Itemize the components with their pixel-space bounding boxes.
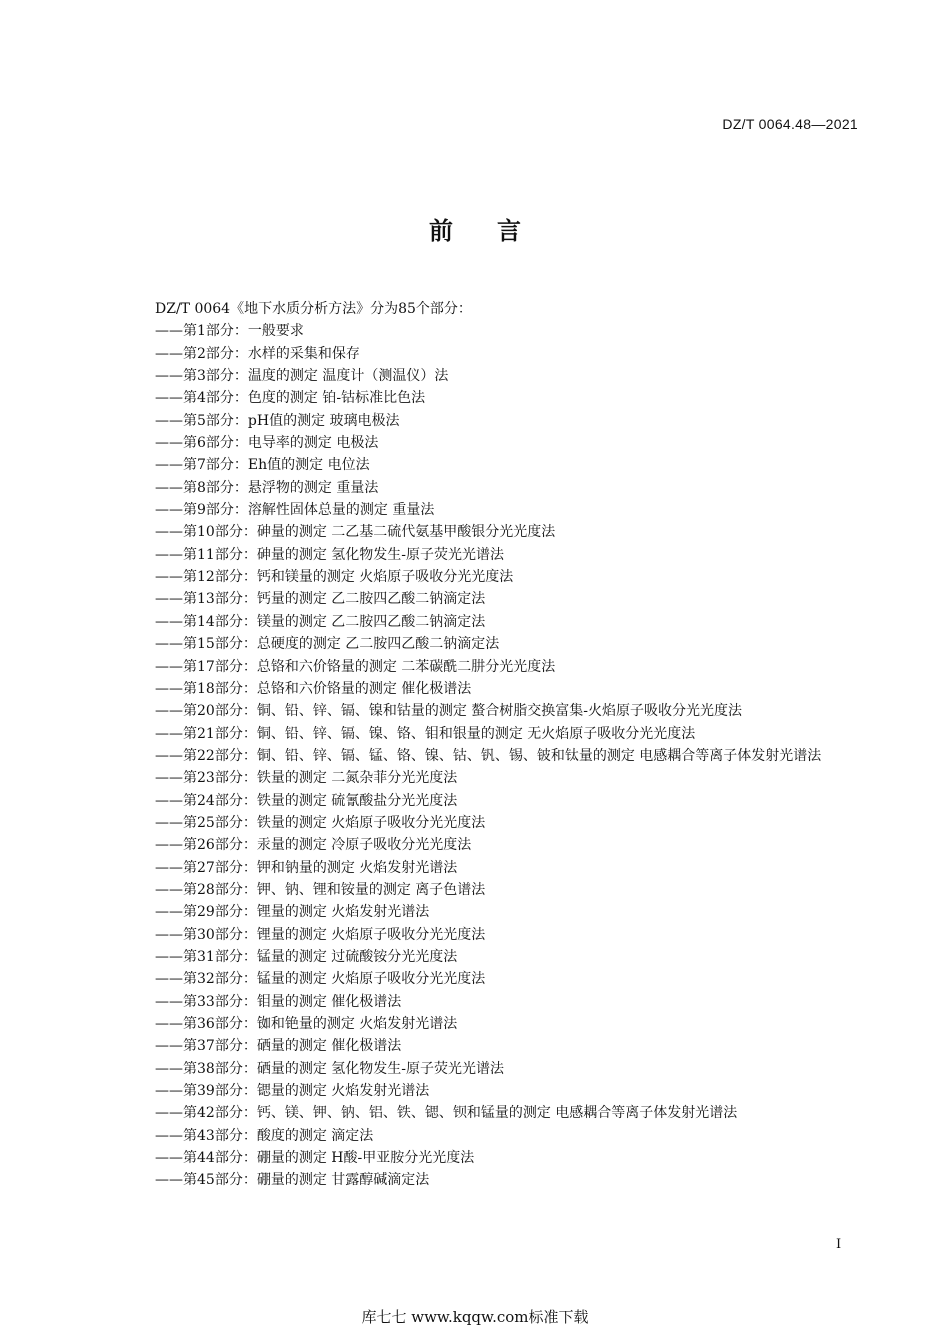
list-item: ——第33部分：钼量的测定 催化极谱法: [155, 993, 402, 1010]
list-item: ——第25部分：铁量的测定 火焰原子吸收分光光度法: [155, 814, 486, 831]
list-item: ——第44部分：硼量的测定 H酸-甲亚胺分光光度法: [155, 1150, 475, 1167]
list-item: ——第38部分：硒量的测定 氢化物发生-原子荧光光谱法: [155, 1060, 504, 1077]
list-item: ——第45部分：硼量的测定 甘露醇碱滴定法: [155, 1172, 430, 1189]
parts-list: [115, 320, 860, 1191]
list-item: ——第11部分：砷量的测定 氢化物发生-原子荧光光谱法: [155, 546, 504, 563]
list-item: ——第29部分：锂量的测定 火焰发射光谱法: [155, 904, 430, 921]
list-item: ——第24部分：铁量的测定 硫氰酸盐分光光度法: [155, 792, 458, 809]
list-item: ——第4部分：色度的测定 铂-钴标准比色法: [155, 390, 426, 407]
list-item: ——第28部分：钾、钠、锂和铵量的测定 离子色谱法: [155, 881, 486, 898]
footer-watermark-text: 库七七 www.kqqw.com标准下载: [361, 1308, 589, 1326]
list-item: ——第37部分：硒量的测定 催化极谱法: [155, 1038, 402, 1055]
list-item: ——第10部分：砷量的测定 二乙基二硫代氨基甲酸银分光光度法: [155, 524, 556, 541]
list-item: ——第15部分：总硬度的测定 乙二胺四乙酸二钠滴定法: [155, 636, 500, 653]
page-number: I: [836, 1237, 842, 1252]
list-item: ——第20部分：铜、铅、锌、镉、镍和钴量的测定 螯合树脂交换富集-火焰原子吸收分光光度法: [155, 703, 742, 720]
list-item: ——第9部分：溶解性固体总量的测定 重量法: [155, 502, 435, 519]
list-item: ——第2部分：水样的采集和保存: [155, 345, 360, 362]
list-item: ——第30部分：锂量的测定 火焰原子吸收分光光度法: [155, 926, 486, 943]
list-item: ——第32部分：锰量的测定 火焰原子吸收分光光度法: [155, 971, 486, 988]
list-item: ——第1部分：一般要求: [155, 323, 304, 340]
list-item: ——第3部分：温度的测定 温度计（测温仪）法: [155, 368, 449, 385]
list-item: ——第26部分：汞量的测定 冷原子吸收分光光度法: [155, 837, 472, 854]
list-item: ——第23部分：铁量的测定 二氮杂菲分光光度法: [155, 770, 458, 787]
list-item: ——第13部分：钙量的测定 乙二胺四乙酸二钠滴定法: [155, 591, 486, 608]
list-item: ——第21部分：铜、铅、锌、镉、镍、铬、钼和银量的测定 无火焰原子吸收分光光度法: [155, 725, 696, 742]
list-item: ——第12部分：钙和镁量的测定 火焰原子吸收分光光度法: [155, 569, 514, 586]
list-item: ——第31部分：锰量的测定 过硫酸铵分光光度法: [155, 948, 458, 965]
list-item: ——第6部分：电导率的测定 电极法: [155, 435, 379, 452]
list-item: ——第36部分：铷和铯量的测定 火焰发射光谱法: [155, 1016, 458, 1032]
list-item: ——第22部分：铜、铅、锌、镉、锰、铬、镍、钴、钒、锡、铍和钛量的测定 电感耦合等离子体发射光谱法: [155, 747, 822, 764]
list-item: ——第18部分：总铬和六价铬量的测定 催化极谱法: [155, 680, 472, 697]
document-code: DZ/T 0064.48—2021: [722, 116, 858, 132]
list-item: ——第8部分：悬浮物的测定 重量法: [155, 479, 379, 496]
foreword-content: [115, 298, 860, 1192]
list-item: ——第17部分：总铬和六价铬量的测定 二苯碳酰二肼分光光度法: [155, 658, 556, 675]
list-item: ——第7部分：Eh值的测定 电位法: [155, 457, 370, 474]
list-item: ——第5部分：pH值的测定 玻璃电极法: [155, 412, 400, 429]
list-item: ——第42部分：钙、镁、钾、钠、铝、铁、锶、钡和锰量的测定 电感耦合等离子体发射光谱法: [155, 1105, 738, 1122]
page-title: 前言: [429, 217, 565, 245]
list-item: ——第14部分：镁量的测定 乙二胺四乙酸二钠滴定法: [155, 613, 486, 630]
list-item: ——第27部分：钾和钠量的测定 火焰发射光谱法: [155, 859, 458, 876]
list-item: ——第39部分：锶量的测定 火焰发射光谱法: [155, 1083, 430, 1100]
list-item: ——第43部分：酸度的测定 滴定法: [155, 1127, 374, 1144]
intro-paragraph: DZ/T 0064《地下水质分析方法》分为85个部分：: [155, 301, 472, 317]
